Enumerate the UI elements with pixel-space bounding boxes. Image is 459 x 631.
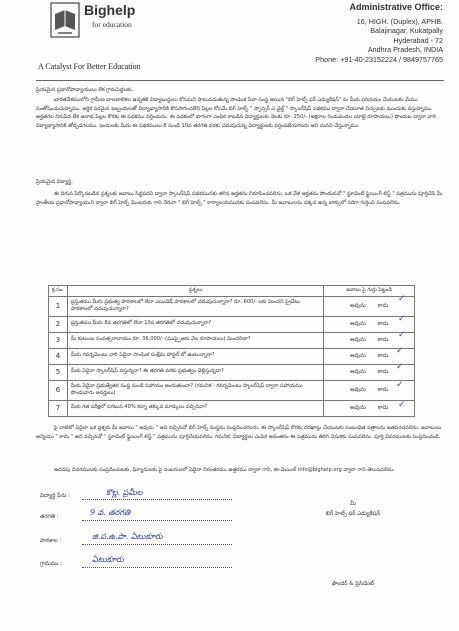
salutation: ప్రియమైన ప్రధానోపాధ్యాయులు లేక గ్రామపెద్దలకు, [36,87,134,93]
bighelp-book-logo-icon [50,2,80,38]
contact-paragraph: అదనపు వివరములకు సంప్రదించుటకు, ఫిర్యాదులకు పై నంబరులలో ఏదైనా నిరంతరము ఉత్తరము ద్వారా గాని, ఈ-మెయిల్ info@bighelp.org ద్వారా గాని తెలుపవలెను. [54,467,395,473]
column-header-answer: జవాబు పై గుర్తు పెట్టండి [324,286,415,297]
table-row: 4 మీరు గవర్నమెంటు వారి ఏదైనా సాంఘిక సంక్షేమ హాస్టల్ లో ఉంటున్నారా? అవును కాదు [49,348,415,364]
school-label: పాఠశాల : [40,538,62,544]
office-address [253,3,443,65]
yes-option[interactable]: అవును [350,353,366,360]
eligibility-questions-table [48,285,415,417]
no-option[interactable]: కాదు [377,369,389,376]
table-row: 5 మీకు ఏదైనా స్కాలర్‌షిప్ వస్తున్నదా? ఈ తరగతి వరకు ప్రభుత్వం చెల్లిస్తున్నదా? అవును కాదు [49,364,415,380]
table-row: 3 మీ కుటుంబ సంవత్సరాదాయం రూ. 36,000/- (ముప్పైఆరు వేల రూపాయలు) మించనిదా? అవును కాదు [49,332,415,348]
village-line [82,567,232,568]
handwritten-tick-icon: ✓ [398,330,406,340]
brand-subtitle: for education [92,20,132,29]
tagline: A Catalyst For Better Education [38,62,141,71]
handwritten-tick-icon: ✓ [398,294,406,304]
school-value[interactable]: జి.ప.ఉ.పా. ఏటుకూరు [92,532,163,541]
class-value[interactable]: 9 వ. తరగతి [90,508,131,517]
class-label: తరగతి : [40,514,59,520]
office-line: 16, HIGH. (Duplex), APHB. [356,16,443,26]
school-line [82,544,232,545]
intro-paragraph: భారతదేశములోని గ్రామీణ బాలబాలికల ఉన్నతికి విద్యాబుద్ధులు కోసమని పాటుపడుతున్న సాంఘిక సేవా సంస్థ అయిన "బిగ్ హెల్ప్ ఫర్ ఎడ్యుకేషన్" ను మీకు పరిచయం చేయుటకు మేము సంతోషించుచున్నాము. అర్థిక పరమైన ఇబ్బందులతో విద్యాభ్యాసానికి కొనసాగించలేని పిల్లల కోసమే బిగ్ హెల్ప్ " స్పాన్సర్ ఎ ఛైల్డ్ " స్కాలర్‌షిప్ పథకము ద్వారా చేయూత నిచ్చుటకు ముందుకు వస్తున్నాము. అర్హతగల నిరుపేద లేక అనాథ పిల్లల కొరకు ఈ పథకము వర్తించును. ఈ పథకంలో భాగంగా ఎంపిక కాబడిన విద్యార్థులకు నెలకు రూ. 250/- (అక్షరాల రెండువందల యాభై రూపాయలు) పొందుట ద్వారా వారి విద్యాభ్యాసానికి తోడ్పడగలము. ఇందులకు మీరు ఈ పథకములు 8 నుండి 10వ తరగతి వరకు చదువుచున్న విద్యార్థులకు వర్తింపజేయగలరు అని మనవి చేస్తున్నాము. [36,97,436,129]
village-label: గ్రామము : [40,561,63,567]
office-line: Andhra Pradesh, INDIA [367,45,443,55]
table-row: 2 ప్రస్తుతము మీరు 8వ తరగతిలో లేదా 10వ తరగతిలో చదువుచున్నారా? అవును కాదు [49,316,415,332]
handwritten-tick-icon: ✓ [398,400,406,410]
office-line: Hyderabad - 72 [393,35,443,45]
student-name-value[interactable]: కొల్ల. ప్రమీల [106,488,143,497]
column-header-number: క్ర.సం. [49,286,68,297]
org-sign-greeting: మీ [350,501,356,507]
no-option[interactable]: కాదు [377,387,389,394]
yes-option[interactable]: అవును [350,405,366,412]
yes-option[interactable]: అవును [350,321,366,328]
brand-name: Bighelp [84,2,136,18]
closing-note: పై వాటిలో ఏదైనా ఒక ప్రశ్నకు మీ జవాబు " అవును " అని వచ్చినచో బిగ్ హెల్ప్ సంస్థను సంప్రదించగలరు. ఈ స్కాలర్‌షిప్ కొరకు దరఖాస్తు చేయుటకు సంబంధిత పత్రాలను జతపరచవలెను. జవాబులు అన్నియు " కాదు " అని వచ్చినచో " స్టూడెంట్ ఫ్లైయింగ్ లిస్ట్ " పత్రమును పూర్తిచేయవలెను. గమనిక: విద్యార్థుల ఎంపిక అనంతరం ఈ పత్రమును తిరిగి వెనుకకు పంపవలెను. పూర్తి వివరములకు సంప్రదించండి. [36,425,442,440]
founder-sign: ఫౌండర్ & ప్రెసిడెంట్ [331,581,375,587]
no-option[interactable]: కాదు [377,303,389,310]
yes-option[interactable]: అవును [350,303,366,310]
village-value[interactable]: ఏటుకూరు [92,555,124,564]
yes-option[interactable]: అవును [350,369,366,376]
no-option[interactable]: కాదు [377,321,389,328]
office-title: Administrative Office: [349,2,443,12]
org-sign-name: బిగ్ హెల్ప్ ఫర్ ఎడ్యుకేషన్ [325,511,381,517]
student-salutation: ప్రియమైన విద్యార్థి, [36,179,73,185]
handwritten-tick-icon: ✓ [396,362,404,372]
no-option[interactable]: కాదు [377,405,389,412]
yes-option[interactable]: అవును [350,337,366,344]
class-line [82,520,232,521]
student-name-line [82,499,232,500]
handwritten-tick-icon: ✓ [396,380,404,390]
instructions-paragraph: ఈ దిగువ పేర్కొనబడిన ప్రశ్నలకు జవాబు సిద్ధపరచి ద్వారా స్కాలర్‌షిప్ పథకమునకు తగిన అర్హతను నిరూపించవలెను. ఒక వేళ అర్హతను పొందునచో " స్టూడెంట్ ఫ్లైయింగ్ లిస్ట్ " పత్రమును పూర్తిచేసి మీ ప్రాంతీయ ప్రధానోపాధ్యాయుని ద్వారా బిగ్ హెల్ప్ మెంబరుకు గాని నేరుగా " బిగ్ హెల్ప్ " కార్యాలయమునకు పంపవలెను. మీ జవాబులను పక్కన ఉన్న బాక్సులో సరిగా గుర్తించి పంపవలెను. [36,191,443,206]
office-phone: Phone: +91-40-23152224 / 9849757765 [315,54,443,64]
office-line: Balajinagar, Kukatpally [370,26,443,36]
no-option[interactable]: కాదు [377,337,389,344]
handwritten-tick-icon: ✓ [396,346,404,356]
table-header-row [49,286,415,297]
table-row: 6 మీకు ఏదైనా ప్రభుత్వేతర సంస్థ నుండి సహాయం అందుతుందా? (గమనిక - గవర్నమెంటు స్కాలర్‌షిప్ ద్వారా సహాయము పొందువారు అనర్హులు) అవును కాదు [49,380,415,400]
student-name-label: విద్యార్థి పేరు : [40,493,70,499]
header-divider [36,80,444,81]
table-row: 7 మీకు గత పరీక్షలో సగటున 40% కన్నా తక్కువ మార్కులు వచ్చినవా? అవును కాదు [49,400,415,416]
handwritten-tick-icon: ✓ [398,314,406,324]
no-option[interactable]: కాదు [377,353,389,360]
column-header-question: ప్రశ్నలు [67,286,324,297]
table-row: 1 ప్రస్తుతము మీరు ప్రభుత్వ పాఠశాలలో లేదా ఎయిడెడ్ పాఠశాలలో చదువుచున్నారా? రూ. 600/- లకు మించని ప్రైవేటు పాఠశాలలో చదువుచున్నారా? అవును కాదు [49,296,415,316]
yes-option[interactable]: అవును [350,387,366,394]
